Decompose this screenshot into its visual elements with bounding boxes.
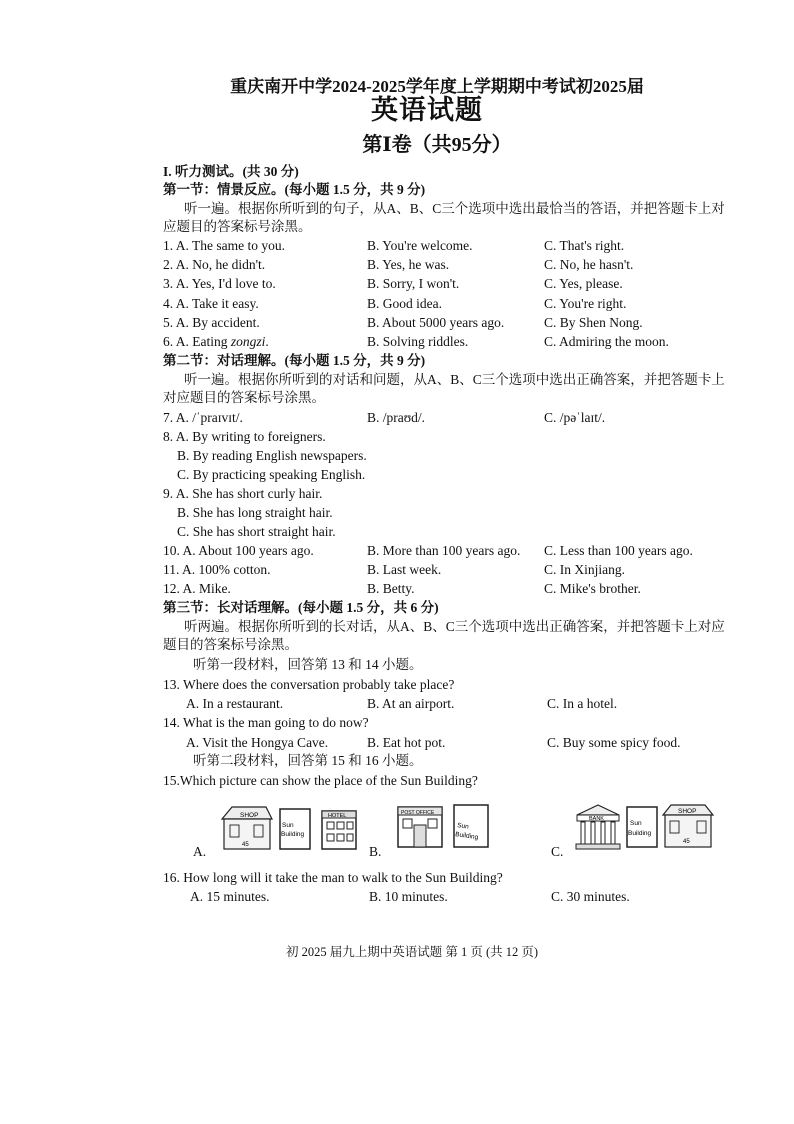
post-office-sign: POST OFFICE: [401, 810, 435, 816]
q11-option-c: C. In Xinjiang.: [544, 562, 625, 577]
exam-title: 重庆南开中学2024-2025学年度上学期期中考试初2025届: [230, 77, 644, 96]
section2-instruction: 听一遍。根据你所听到的对话和问题，从A、B、C三个选项中选出正确答案，并把答题卡上: [184, 372, 725, 387]
page-footer: 初 2025 届九上期中英语试题 第 1 页 (共 12 页): [285, 945, 539, 959]
q6-option-a-prefix: 6. A. Eating: [163, 334, 231, 349]
shop-building-icon: [222, 807, 272, 849]
q10-option-c: C. Less than 100 years ago.: [544, 543, 693, 558]
q15-option-a-label: A.: [193, 844, 207, 859]
q11-option-a: 11. A. 100% cotton.: [163, 562, 271, 577]
material1-note: 听第一段材料，回答第 13 和 14 小题。: [193, 657, 423, 672]
q6-option-a: [163, 333, 269, 351]
bank-building-icon: [576, 805, 620, 849]
q5-option-b: B. About 5000 years ago.: [367, 315, 505, 330]
q13-option-c: C. In a hotel.: [547, 696, 618, 711]
q10-option-b: B. More than 100 years ago.: [367, 543, 521, 558]
section2-heading: 第二节：对话理解。(每小题 1.5 分，共 9 分): [163, 353, 426, 368]
q12-option-a: 12. A. Mike.: [163, 581, 231, 596]
q9-option-b: B. She has long straight hair.: [177, 505, 333, 520]
sun-sign-line1: Sun: [282, 822, 294, 829]
section2-instruction-cont: 对应题目的答案标号涂黑。: [163, 390, 325, 405]
subject-title: 英语试题: [371, 95, 483, 125]
q16-question: 16. How long will it take the man to walk to the Sun Building?: [163, 870, 503, 885]
section3-heading: 第三节：长对话理解。(每小题 1.5 分，共 6 分): [163, 600, 439, 615]
shop-building-icon: [663, 805, 713, 847]
q6-option-c: C. Admiring the moon.: [544, 334, 669, 349]
shop-sign: SHOP: [240, 812, 259, 819]
q2-option-b: B. Yes, he was.: [367, 257, 450, 272]
q7-option-b: B. /praʊd/.: [367, 410, 426, 425]
q3-option-b: B. Sorry, I won't.: [367, 276, 460, 291]
q11-option-b: B. Last week.: [367, 562, 442, 577]
q14-option-c: C. Buy some spicy food.: [547, 735, 681, 750]
q5-option-a: 5. A. By accident.: [163, 315, 260, 330]
q2-option-a: 2. A. No, he didn't.: [163, 257, 266, 272]
q4-option-c: C. You're right.: [544, 296, 627, 311]
section3-instruction-cont: 题目的答案标号涂黑。: [163, 637, 298, 652]
section3-instruction: 听两遍。根据你所听到的长对话，从A、B、C三个选项中选出正确答案，并把答题卡上对应: [184, 619, 725, 634]
q8-option-a: 8. A. By writing to foreigners.: [163, 429, 326, 444]
q15-picture-c: [575, 803, 715, 853]
section1-instruction-cont: 应题目的答案标号涂黑。: [163, 219, 312, 234]
sun-sign-line2: Building: [281, 831, 305, 838]
bank-sign: BANK: [589, 816, 604, 822]
sun-sign-line1: Sun: [630, 820, 642, 827]
q15-picture-a: [218, 805, 364, 853]
q12-option-c: C. Mike's brother.: [544, 581, 641, 596]
q13-option-a: A. In a restaurant.: [186, 696, 284, 711]
q4-option-a: 4. A. Take it easy.: [163, 296, 259, 311]
q16-option-b: B. 10 minutes.: [369, 889, 448, 904]
q15-option-c-label: C.: [551, 844, 564, 859]
q7-option-a: 7. A. /ˈpraɪvɪt/.: [163, 410, 243, 425]
q16-option-a: A. 15 minutes.: [190, 889, 270, 904]
q2-option-c: C. No, he hasn't.: [544, 257, 634, 272]
section1-instruction: 听一遍。根据你所听到的句子，从A、B、C三个选项中选出最恰当的答语，并把答题卡上对: [184, 201, 725, 216]
q6-option-a-italic: zongzi: [230, 334, 266, 349]
q10-option-a: 10. A. About 100 years ago.: [163, 543, 314, 558]
q16-option-c: C. 30 minutes.: [551, 889, 630, 904]
q8-option-c: C. By practicing speaking English.: [177, 467, 366, 482]
q3-option-a: 3. A. Yes, I'd love to.: [163, 276, 276, 291]
shop-number: 45: [683, 839, 690, 845]
sun-sign-line2: Building: [628, 830, 652, 837]
q15-picture-b: [396, 803, 496, 851]
q4-option-b: B. Good idea.: [367, 296, 442, 311]
q6-option-b: B. Solving riddles.: [367, 334, 469, 349]
q13-option-b: B. At an airport.: [367, 696, 455, 711]
section1-heading: 第一节：情景反应。(每小题 1.5 分，共 9 分): [163, 182, 426, 197]
volume-title: 第Ⅰ卷（共95分）: [362, 134, 512, 156]
q6-option-a-suffix: .: [265, 334, 269, 349]
q14-option-b: B. Eat hot pot.: [367, 735, 446, 750]
q14-option-a: A. Visit the Hongya Cave.: [186, 735, 329, 750]
q15-question: 15.Which picture can show the place of the Sun Building?: [163, 773, 478, 788]
q13-question: 13. Where does the conversation probably take place?: [163, 677, 455, 692]
q15-option-b-label: B.: [369, 844, 382, 859]
sun-building-sign-icon: [454, 805, 488, 847]
q7-option-c: C. /pəˈlaɪt/.: [544, 410, 606, 425]
q8-option-b: B. By reading English newspapers.: [177, 448, 367, 463]
q1-option-b: B. You're welcome.: [367, 238, 473, 253]
post-office-building-icon: [398, 807, 442, 847]
part1-heading: I. 听力测试。(共 30 分): [163, 164, 299, 179]
sun-building-sign-icon: [627, 807, 657, 847]
material2-note: 听第二段材料，回答第 15 和 16 小题。: [193, 753, 423, 768]
hotel-building-icon: [322, 811, 356, 849]
q12-option-b: B. Betty.: [367, 581, 415, 596]
shop-number: 45: [242, 842, 249, 848]
q9-option-a: 9. A. She has short curly hair.: [163, 486, 323, 501]
q1-option-a: 1. A. The same to you.: [163, 238, 285, 253]
q14-question: 14. What is the man going to do now?: [163, 715, 369, 730]
q1-option-c: C. That's right.: [544, 238, 625, 253]
q5-option-c: C. By Shen Nong.: [544, 315, 643, 330]
sun-sign-line2: Building: [454, 831, 479, 842]
sun-building-sign-icon: [280, 809, 310, 849]
hotel-sign: HOTEL: [328, 813, 347, 819]
q9-option-c: C. She has short straight hair.: [177, 524, 336, 539]
shop-sign: SHOP: [678, 808, 697, 815]
q3-option-c: C. Yes, please.: [544, 276, 623, 291]
sun-sign-line1: Sun: [456, 822, 470, 831]
